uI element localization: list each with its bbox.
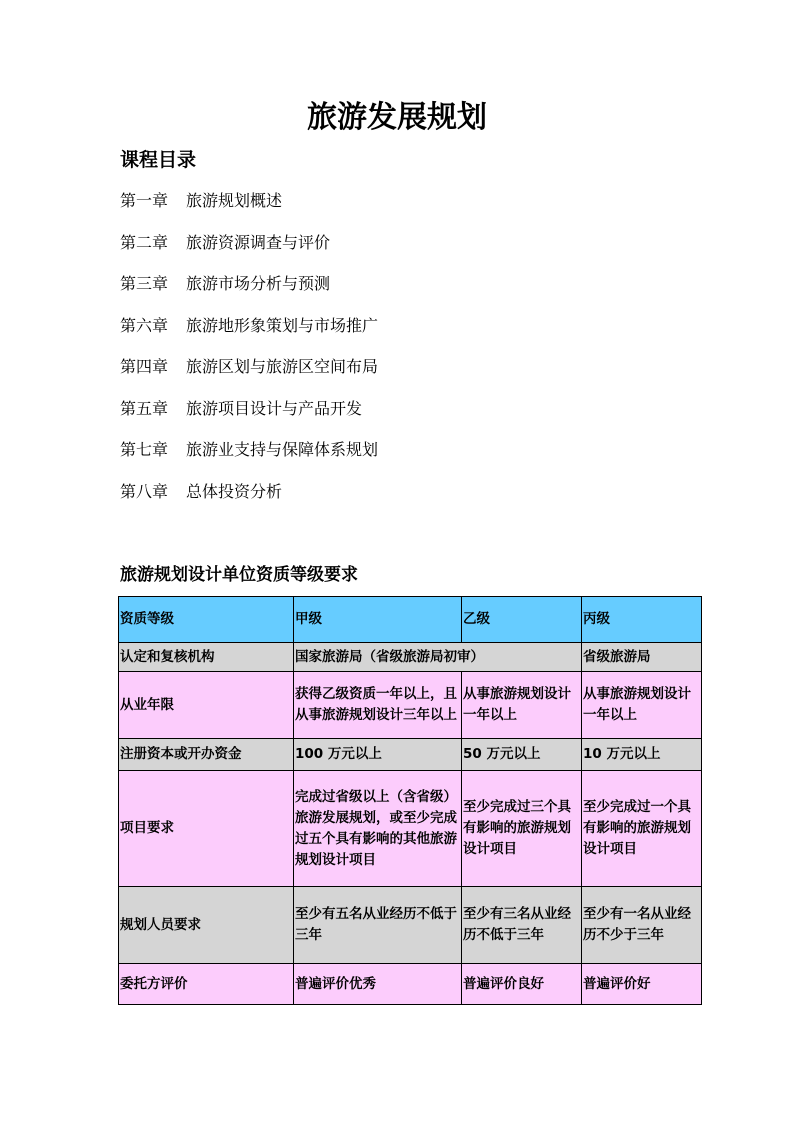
toc-chapter-number: 第一章 [120,191,169,210]
toc-item [120,269,378,311]
table-cell: 完成过省级以上（含省级）旅游发展规划，或至少完成过五个具有影响的其他旅游规划设计项目 [294,771,462,887]
toc-heading: 课程目录 [120,149,197,171]
table-cell: 普遍评价良好 [462,964,582,1005]
header-cell-grade-c: 丙级 [582,597,702,643]
toc-chapter-number: 第三章 [120,274,169,293]
table-cell: 10 万元以上 [582,739,702,771]
toc-chapter-number: 第六章 [120,315,169,335]
table-cell: 100 万元以上 [294,739,462,771]
toc-chapter-name: 总体投资分析 [186,481,283,501]
table-cell: 从事旅游规划设计一年以上 [462,672,582,739]
row-label: 认定和复核机构 [119,643,294,672]
table-cell: 至少完成过三个具有影响的旅游规划设计项目 [462,771,582,887]
header-cell-grade-b: 乙级 [462,597,582,643]
table-cell: 至少有三名从业经历不低于三年 [462,887,582,964]
toc-chapter-number: 第八章 [120,481,169,501]
toc-chapter-number: 第四章 [120,357,169,376]
toc-chapter-name: 旅游区划与旅游区空间布局 [186,357,379,376]
table-cell: 省级旅游局 [582,643,702,672]
toc-item [120,186,378,228]
table-cell: 50 万元以上 [462,739,582,771]
toc-item [120,311,378,353]
table-cell: 国家旅游局（省级旅游局初审） [294,643,582,672]
toc-item [120,228,378,270]
document-title: 旅游发展规划 [307,100,487,135]
header-cell-grade: 资质等级 [119,597,294,643]
toc-chapter-name: 旅游项目设计与产品开发 [186,398,363,418]
toc-chapter-number: 第七章 [120,440,169,459]
row-label: 注册资本或开办资金 [119,739,294,771]
row-label: 从业年限 [119,672,294,739]
table-row [119,964,702,1005]
toc-list [120,186,378,518]
toc-item [120,394,378,436]
toc-chapter-name: 旅游规划概述 [186,191,283,210]
table-cell: 至少有一名从业经历不少于三年 [582,887,702,964]
toc-chapter-name: 旅游资源调查与评价 [186,232,331,252]
header-cell-grade-a: 甲级 [294,597,462,643]
toc-item [120,352,378,394]
table-cell: 至少有五名从业经历不低于三年 [294,887,462,964]
table-row [119,643,702,672]
table-cell: 至少完成过一个具有影响的旅游规划设计项目 [582,771,702,887]
table-cell: 普遍评价优秀 [294,964,462,1005]
table-row [119,672,702,739]
toc-chapter-name: 旅游业支持与保障体系规划 [186,440,379,459]
toc-chapter-number: 第五章 [120,398,169,418]
table-header-row [119,597,702,643]
table-cell: 普遍评价好 [582,964,702,1005]
row-label: 项目要求 [119,771,294,887]
toc-chapter-name: 旅游地形象策划与市场推广 [186,315,379,335]
table-cell: 从事旅游规划设计一年以上 [582,672,702,739]
table-heading: 旅游规划设计单位资质等级要求 [120,565,358,585]
toc-chapter-number: 第二章 [120,232,169,252]
row-label: 委托方评价 [119,964,294,1005]
toc-item [120,435,378,477]
table-row [119,739,702,771]
qualification-table [118,596,702,1005]
toc-chapter-name: 旅游市场分析与预测 [186,274,331,293]
row-label: 规划人员要求 [119,887,294,964]
table-row [119,887,702,964]
table-row [119,771,702,887]
table-cell: 获得乙级资质一年以上，且从事旅游规划设计三年以上 [294,672,462,739]
toc-item [120,477,378,519]
